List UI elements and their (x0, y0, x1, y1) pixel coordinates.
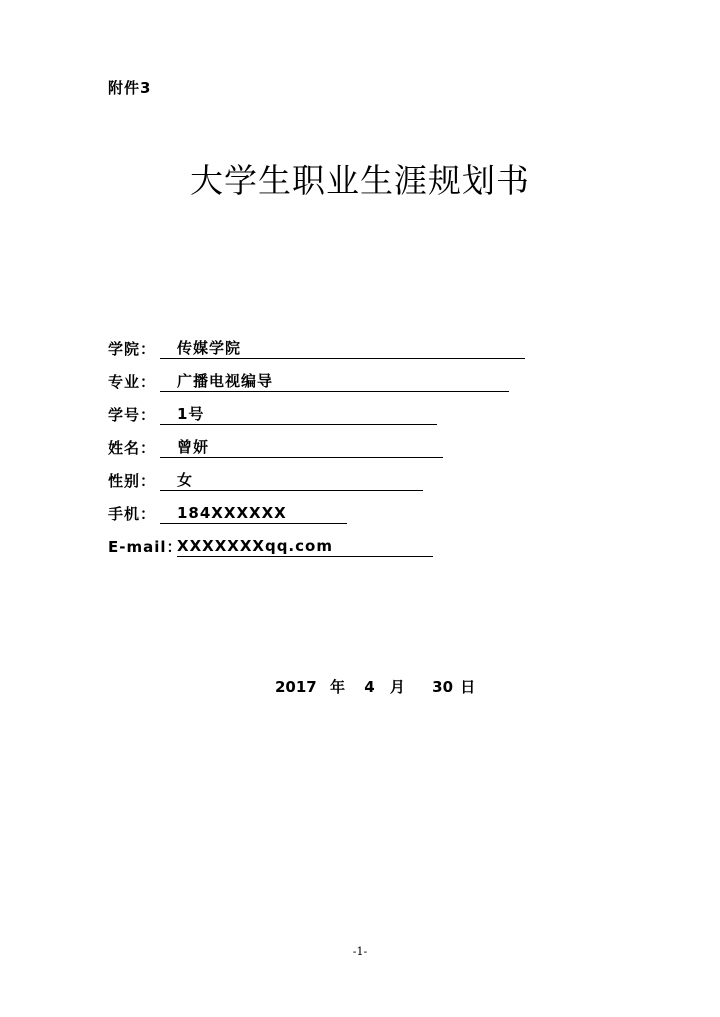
field-value-gender: 女 (160, 470, 423, 491)
field-phone (108, 503, 668, 536)
field-value-phone: 184XXXXXX (160, 503, 347, 524)
field-value-student-id: 1号 (160, 404, 437, 425)
field-label-gender: 性别： (108, 472, 157, 490)
date-day-unit: 日 (460, 678, 476, 696)
field-major (108, 371, 668, 404)
field-label-college: 学院： (108, 340, 157, 358)
document-title: 大学生职业生涯规划书 (190, 161, 530, 200)
date-year-unit: 年 (329, 678, 345, 696)
field-value-major: 广播电视编导 (160, 371, 509, 392)
field-label-name: 姓名： (108, 439, 157, 457)
field-college (108, 338, 668, 371)
page-number: -1- (352, 945, 368, 958)
date-month-unit: 月 (389, 678, 405, 696)
info-fields (108, 338, 668, 569)
date-year: 2017 (275, 678, 317, 696)
field-label-phone: 手机： (108, 505, 157, 523)
attachment-label: 附件3 (108, 79, 152, 97)
field-student-id (108, 404, 668, 437)
field-label-email: E-mail： (108, 538, 183, 556)
date-day: 30 (432, 678, 454, 696)
field-label-student-id: 学号： (108, 406, 157, 424)
field-name (108, 437, 668, 470)
date-month: 4 (364, 678, 375, 696)
field-value-name: 曾妍 (160, 437, 443, 458)
field-gender (108, 470, 668, 503)
document-date (275, 676, 475, 697)
field-label-major: 专业： (108, 373, 157, 391)
field-email (108, 536, 668, 569)
field-value-college: 传媒学院 (160, 338, 525, 359)
field-value-email: XXXXXXXqq.com (177, 536, 433, 557)
